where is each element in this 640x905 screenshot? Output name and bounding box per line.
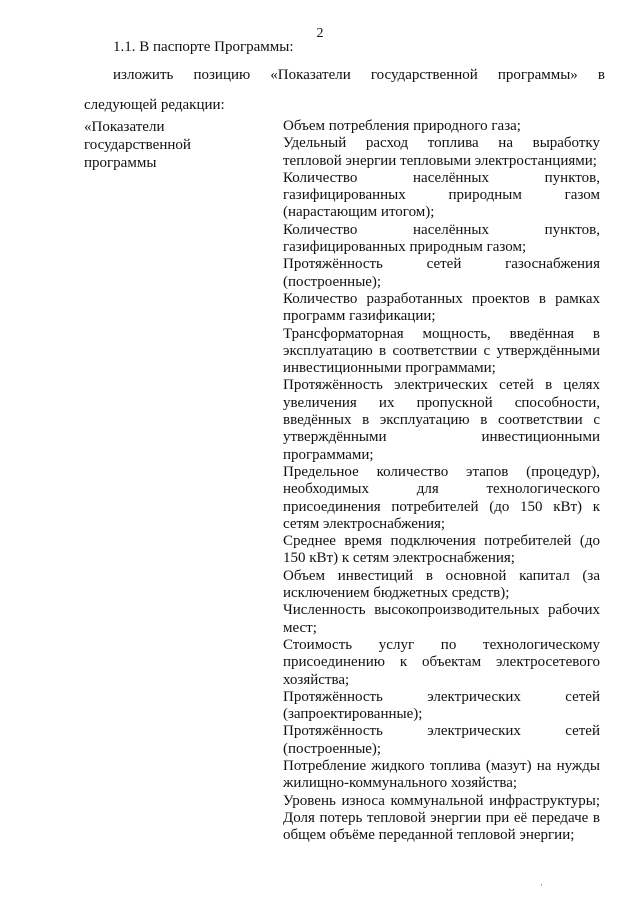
indicator-line: Объем потребления природного газа; <box>283 118 521 134</box>
indicator-line: общем объёме переданной тепловой энергии; <box>283 827 575 844</box>
indicator-line: исключением бюджетных средств); <box>283 585 510 602</box>
indicator-line: Количество населённых пунктов, <box>283 221 600 238</box>
indicator-line: Доля потерь тепловой энергии при её передаче в <box>283 809 600 826</box>
indicator-line: программ газификации; <box>283 308 436 325</box>
indicator-line: Протяжённость электрических сетей <box>283 723 600 740</box>
indicator-line: инвестиционными программами; <box>283 360 496 377</box>
page-number: 2 <box>316 26 324 41</box>
indicator-line: Количество разработанных проектов в рамках <box>283 290 600 307</box>
indicator-label-line: «Показатели <box>84 119 165 135</box>
indicator-line: Уровень износа коммунальной инфраструктуры; <box>283 792 600 809</box>
indicator-line: Численность высокопроизводительных рабочих <box>283 602 600 619</box>
indicator-line: программами; <box>283 446 374 463</box>
section-heading: 1.1. В паспорте Программы: <box>113 39 294 55</box>
indicator-label-line: программы <box>84 155 157 171</box>
indicator-line: (построенные); <box>283 273 382 290</box>
indicator-line: Протяжённость электрических сетей <box>283 688 600 705</box>
indicator-line: хозяйства; <box>283 671 350 688</box>
indicator-line: Среднее время подключения потребителей (до <box>283 533 600 550</box>
indicator-line: присоединению к объектам электросетевого <box>283 654 600 671</box>
footer-mark: · <box>540 880 543 890</box>
indicator-line: Объем инвестиций в основной капитал (за <box>283 567 600 584</box>
indicator-line: Потребление жидкого топлива (мазут) на нужды <box>283 757 600 774</box>
indicator-line: необходимых для технологического <box>283 481 600 498</box>
indicator-line: Трансформаторная мощность, введённая в <box>283 325 600 342</box>
indicator-line: Количество населённых пунктов, <box>283 169 600 186</box>
indicator-line: присоединения потребителей (до 150 кВт) к <box>283 498 600 515</box>
indicator-line: Протяжённость электрических сетей в целях <box>283 377 600 394</box>
indicator-line: газифицированных природным газом; <box>283 239 527 256</box>
indicator-label <box>84 118 244 172</box>
indicator-line: 150 кВт) к сетям электроснабжения; <box>283 550 515 567</box>
indicator-line: увеличения их пропускной способности, <box>283 394 600 411</box>
indicator-line: Предельное количество этапов (процедур), <box>283 463 600 480</box>
indicator-line: Удельный расход топлива на выработку <box>283 135 600 152</box>
indicator-line: мест; <box>283 619 317 636</box>
indicator-line: Стоимость услуг по технологическому <box>283 636 600 653</box>
indicator-line: (построенные); <box>283 740 382 757</box>
indicator-line: Протяжённость сетей газоснабжения <box>283 256 600 273</box>
indicator-line: жилищно-коммунального хозяйства; <box>283 775 518 792</box>
indicator-line: (нарастающим итогом); <box>283 204 435 221</box>
instruction-text-continued: следующей редакции: <box>84 97 225 113</box>
indicator-line: (запроектированные); <box>283 706 423 723</box>
instruction-text: изложить позицию «Показатели государственной программы» в <box>113 67 605 83</box>
indicator-list <box>283 118 600 844</box>
indicator-line: утверждёнными инвестиционными <box>283 429 600 446</box>
indicator-line: сетям электроснабжения; <box>283 515 446 532</box>
indicator-line: тепловой энергии тепловыми электростанциями; <box>283 152 597 169</box>
indicator-line: газифицированных природным газом <box>283 187 600 204</box>
indicator-line: эксплуатацию в соответствии с утверждёнными <box>283 342 600 359</box>
indicator-label-line: государственной <box>84 137 191 153</box>
indicator-line: введённых в эксплуатацию в соответствии с <box>283 412 600 429</box>
